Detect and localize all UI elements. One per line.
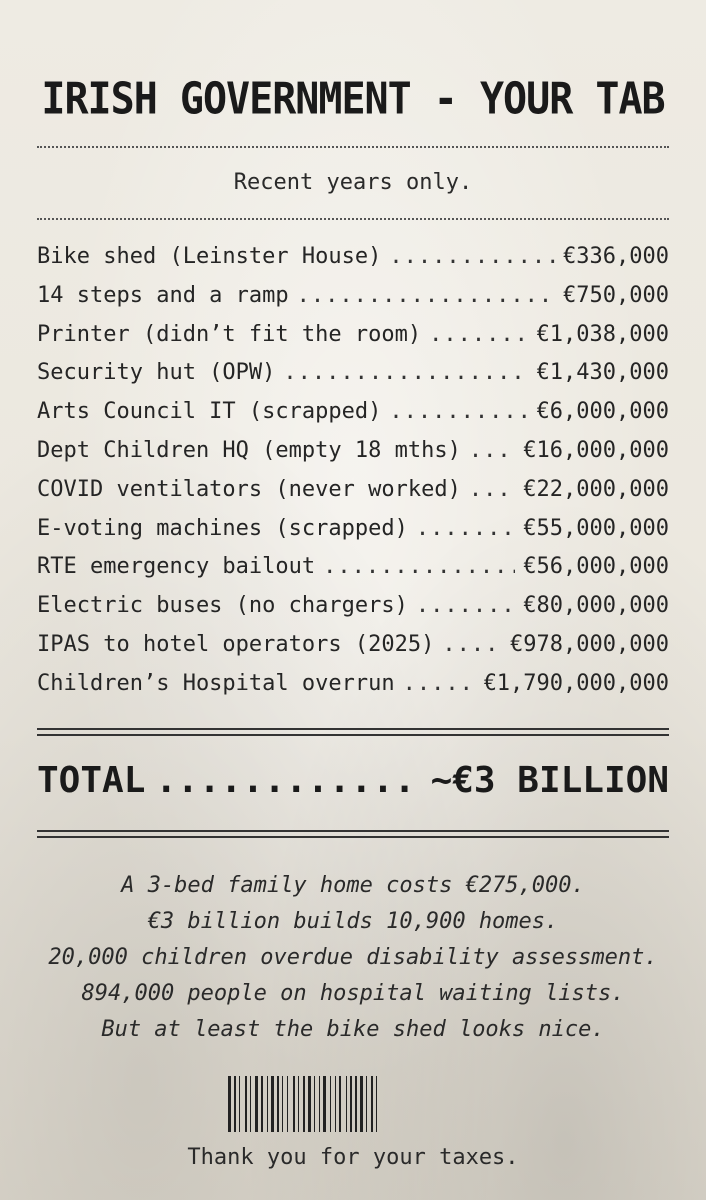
dot-leader <box>403 671 476 696</box>
line-item-label: Electric buses (no chargers) <box>37 593 408 619</box>
line-item-label: COVID ventilators (never worked) <box>37 476 461 502</box>
line-item-amount: €6,000,000 <box>536 399 669 425</box>
line-item-label: RTE emergency bailout <box>37 554 316 580</box>
line-item-amount: €80,000,000 <box>523 593 669 619</box>
total-label: TOTAL <box>37 760 146 801</box>
dot-leader <box>283 360 528 385</box>
dot-leader <box>389 244 555 269</box>
barcode-bar <box>346 1076 347 1132</box>
line-item-label: Bike shed (Leinster House) <box>37 244 382 269</box>
barcode-bar <box>298 1076 299 1132</box>
line-item <box>37 516 669 555</box>
line-item <box>37 554 669 593</box>
dot-leader <box>469 477 515 502</box>
barcode-bar <box>250 1076 251 1132</box>
note-line: But at least the bike shed looks nice. <box>101 1017 605 1042</box>
barcode-bar <box>350 1076 352 1132</box>
dotted-divider-items <box>37 218 669 220</box>
line-item-label: E-voting machines (scrapped) <box>37 515 408 541</box>
barcode-bar <box>355 1076 357 1132</box>
dot-leader <box>297 283 555 308</box>
dot-leader <box>469 438 515 463</box>
barcode-bar <box>376 1076 377 1132</box>
line-item-amount: €55,000,000 <box>523 515 669 541</box>
barcode-bar <box>339 1076 341 1132</box>
line-item-amount: €1,790,000,000 <box>483 670 669 696</box>
line-item-amount: €750,000 <box>563 282 669 308</box>
total-row <box>37 760 669 801</box>
line-item <box>37 360 669 399</box>
barcode-bar <box>228 1076 231 1132</box>
double-divider-bottom <box>37 830 669 838</box>
line-item-label: Printer (didn’t fit the room) <box>37 321 422 347</box>
note-line: 894,000 people on hospital waiting lists. <box>81 981 625 1006</box>
barcode-bar <box>267 1076 268 1132</box>
barcode-bar <box>335 1076 336 1132</box>
barcode-bar <box>319 1076 320 1132</box>
line-item-amount: €1,038,000 <box>536 321 669 347</box>
barcode-icon <box>228 1076 478 1132</box>
line-item-amount: €978,000,000 <box>510 631 669 657</box>
barcode-bar <box>245 1076 247 1132</box>
notes-block <box>0 868 706 1048</box>
receipt-subtitle: Recent years only. <box>233 170 473 195</box>
note-line: €3 billion builds 10,900 homes. <box>147 909 559 934</box>
barcode-bar <box>323 1076 326 1132</box>
double-divider-top <box>37 728 669 736</box>
barcode-bar <box>371 1076 373 1132</box>
barcode-bar <box>271 1076 274 1132</box>
line-item-amount: €336,000 <box>563 244 669 269</box>
barcode-bar <box>303 1076 305 1132</box>
barcode-bar <box>261 1076 263 1132</box>
barcode-bar <box>360 1076 363 1132</box>
line-item-amount: €1,430,000 <box>536 360 669 386</box>
dot-leader <box>155 760 420 801</box>
line-item <box>37 632 669 671</box>
total-amount: ~€3 BILLION <box>430 760 669 801</box>
barcode-bar <box>308 1076 311 1132</box>
note-line: 20,000 children overdue disability assessment. <box>48 945 658 970</box>
barcode-bar <box>282 1076 283 1132</box>
note-line: A 3-bed family home costs €275,000. <box>121 873 585 898</box>
barcode-bar <box>239 1076 240 1132</box>
thank-you-message: Thank you for your taxes. <box>187 1145 519 1170</box>
dot-leader <box>323 554 515 579</box>
line-item <box>37 671 669 710</box>
line-item-amount: €22,000,000 <box>523 476 669 502</box>
barcode-bar <box>287 1076 288 1132</box>
barcode-bar <box>366 1076 367 1132</box>
barcode-bar <box>314 1076 315 1132</box>
line-item <box>37 322 669 361</box>
line-item-label: Security hut (OPW) <box>37 360 276 386</box>
line-item <box>37 438 669 477</box>
line-items <box>37 244 669 710</box>
line-item-label: Dept Children HQ (empty 18 mths) <box>37 437 461 463</box>
dot-leader <box>416 516 515 541</box>
barcode-bar <box>234 1076 236 1132</box>
dot-leader <box>389 399 528 424</box>
barcode-bar <box>255 1076 258 1132</box>
barcode-bar <box>330 1076 331 1132</box>
line-item <box>37 477 669 516</box>
line-item-label: Arts Council IT (scrapped) <box>37 399 382 425</box>
dot-leader <box>416 593 515 618</box>
receipt-title: IRISH GOVERNMENT - YOUR TAB <box>41 73 665 125</box>
line-item <box>37 593 669 632</box>
line-item-amount: €56,000,000 <box>523 554 669 580</box>
dot-leader <box>429 322 528 347</box>
line-item <box>37 283 669 322</box>
line-item-label: IPAS to hotel operators (2025) <box>37 631 435 657</box>
dotted-divider-top <box>37 146 669 148</box>
line-item-amount: €16,000,000 <box>523 437 669 463</box>
line-item <box>37 399 669 438</box>
barcode-bar <box>277 1076 279 1132</box>
line-item-label: Children’s Hospital overrun <box>37 670 395 696</box>
line-item <box>37 244 669 283</box>
barcode-bar <box>293 1076 295 1132</box>
dot-leader <box>442 632 502 657</box>
line-item-label: 14 steps and a ramp <box>37 282 289 308</box>
